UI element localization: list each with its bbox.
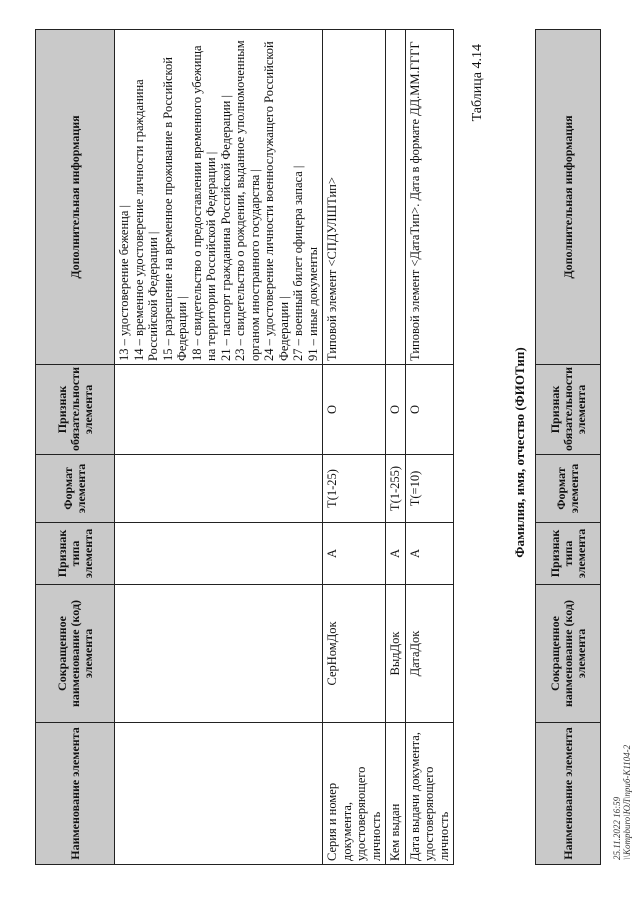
header-type: Признак типа элемента (36, 523, 115, 585)
info-line: 27 – военный билет офицера запаса | (291, 165, 305, 361)
header-mandatory: Признак обязательности элемента (36, 365, 115, 455)
info-line: 13 – удостоверение беженца | (117, 204, 131, 361)
row-code: СерНомДок (323, 585, 386, 723)
header-name: Наименование элемента (536, 723, 601, 865)
header-name: Наименование элемента (36, 723, 115, 865)
table-number: Таблица 4.14 (470, 44, 485, 122)
table-title: Фамилия, имя, отчество (ФИОТип) (512, 347, 527, 558)
row-code: ВыдДок (386, 585, 406, 723)
table-row (323, 30, 386, 865)
header-row (536, 30, 601, 865)
row-name: Кем выдан (386, 723, 406, 865)
table-row (405, 30, 454, 865)
info-line: 91 – иные документы (305, 246, 320, 361)
table-row (386, 30, 406, 865)
info-line: 15 – разрешение на временное проживание в Российской Федерации | (160, 57, 189, 361)
table-row-continued (115, 30, 323, 865)
header-mandatory: Признак обязательности элемента (536, 365, 601, 455)
row-type: А (405, 523, 454, 585)
header-info: Дополнительная информация (536, 30, 601, 365)
row-code: ДатаДок (405, 585, 454, 723)
row-type: А (323, 523, 386, 585)
header-info: Дополнительная информация (36, 30, 115, 365)
row-info (386, 30, 406, 365)
second-table-header (535, 29, 601, 865)
header-row (36, 30, 115, 865)
info-line: 24 – удостоверение личности военнослужащего Российской Федерации | (262, 41, 291, 361)
info-line: 23 – свидетельство о рождении, выданное уполномоченным органом иностранного государства | (233, 40, 262, 361)
header-format: Формат элемента (36, 455, 115, 523)
header-format: Формат элемента (536, 455, 601, 523)
stamp-date: 25.11.2022 16:59 (612, 796, 622, 860)
row-info: Типовой элемент <ДатаТип>. Дата в формате ДД.ММ.ГГГГ (405, 30, 454, 365)
header-code: Сокращенное наименование (код) элемента (536, 585, 601, 723)
row-name: Дата выдачи документа, удостоверяющего личность (405, 723, 454, 865)
header-type: Признак типа элемента (536, 523, 601, 585)
info-line: 21 – паспорт гражданина Российской Федерации | (218, 95, 233, 361)
continued-info-cell (115, 30, 323, 365)
info-line: 18 – свидетельство о предоставлении временного убежища на территории Российской Федерации | (189, 45, 218, 361)
header-code: Сокращенное наименование (код) элемента (36, 585, 115, 723)
row-format: T(1-25) (323, 455, 386, 523)
row-format: T(=10) (405, 455, 454, 523)
print-stamp (612, 745, 632, 860)
row-mandatory: О (386, 365, 406, 455)
row-info: Типовой элемент <СПДУЛШТип> (323, 30, 386, 365)
row-mandatory: О (405, 365, 454, 455)
main-table (35, 29, 454, 865)
row-type: А (386, 523, 406, 585)
info-line: 14 – временное удостоверение личности гражданина Российской Федерации | (131, 79, 160, 361)
row-mandatory: О (323, 365, 386, 455)
stamp-path: \\Kompburo\ЮЛ\приб-К1104-2 (622, 744, 632, 860)
row-format: T(1-255) (386, 455, 406, 523)
row-name: Серия и номер документа, удостоверяющего личность (323, 723, 386, 865)
